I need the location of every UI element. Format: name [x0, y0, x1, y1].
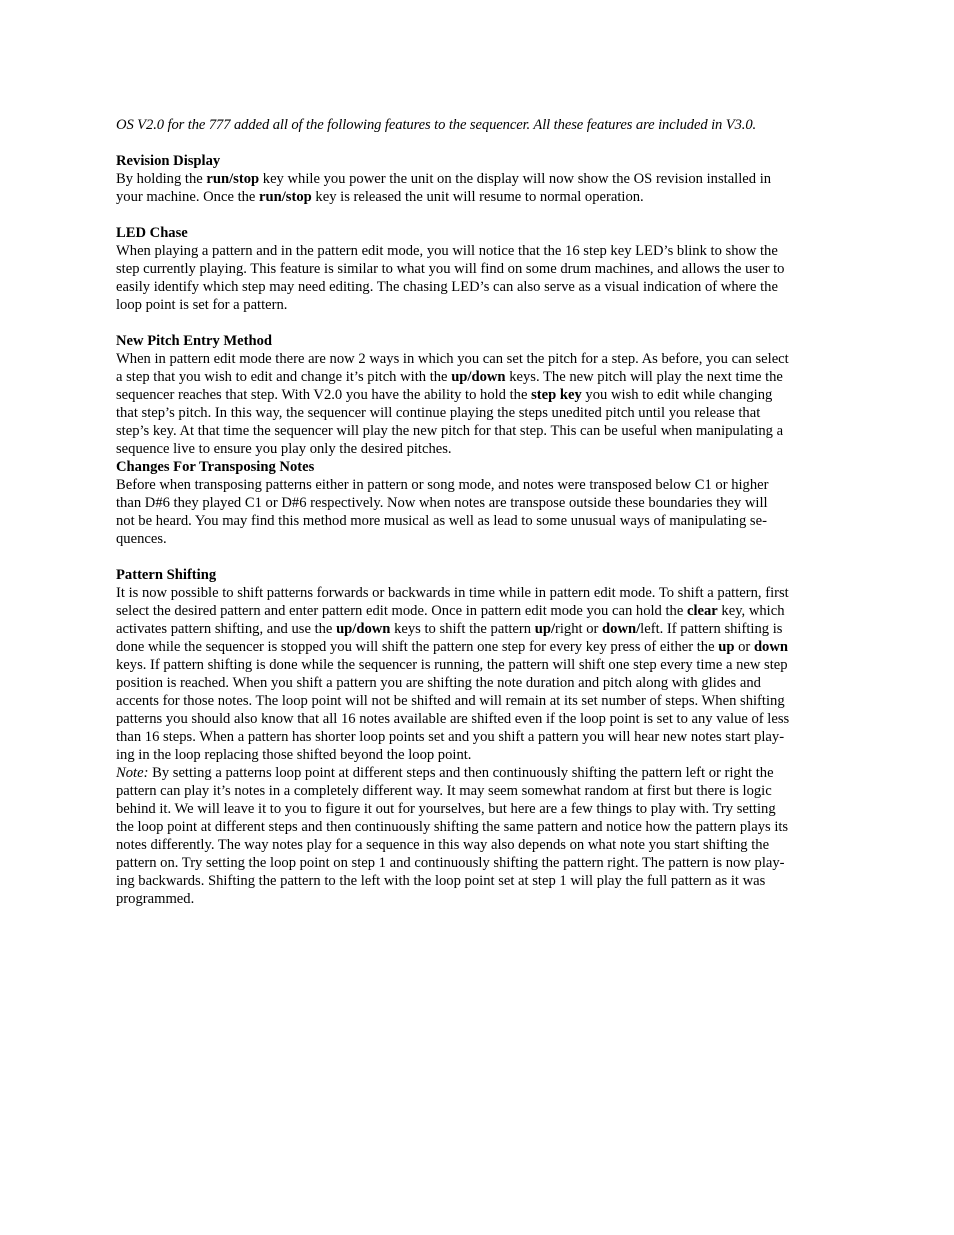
paragraph-line	[116, 674, 838, 692]
bold-key-term: down	[753, 639, 789, 655]
paragraph-line	[116, 260, 838, 278]
text-run: By setting a patterns loop point at different steps and then continuously shifting the pattern left or right the	[148, 765, 774, 781]
paragraph-line	[116, 440, 838, 458]
paragraph-line	[116, 800, 838, 818]
section	[116, 566, 838, 908]
paragraph-line	[116, 242, 838, 260]
paragraph-line	[116, 890, 838, 908]
text-run: quences.	[116, 531, 167, 547]
paragraph-line	[116, 368, 838, 386]
paragraph-line	[116, 530, 838, 548]
text-run: than 16 steps. When a pattern has shorter loop points set and you shift a pattern you will hear new notes start play-	[116, 729, 785, 745]
text-run: select the desired pattern and enter pattern edit mode. Once in pattern edit mode you can hold the	[116, 603, 687, 619]
text-run: sequence live to ensure you play only the desired pitches.	[116, 441, 452, 457]
paragraph-line	[116, 476, 838, 494]
text-run: keys to shift the pattern	[390, 621, 535, 637]
paragraph-line	[116, 620, 838, 638]
section-heading: Changes For Transposing Notes	[116, 459, 315, 475]
text-run: patterns you should also know that all 16 notes available are shifted even if the loop point is set to any value of less	[116, 711, 790, 727]
section	[116, 224, 838, 314]
text-run: step’s key. At that time the sequencer will play the new pitch for that step. This can be useful when manipulating a	[116, 423, 784, 439]
paragraph-line	[116, 404, 838, 422]
bold-key-term: up/down	[336, 621, 391, 637]
text-run: the loop point at different steps and then continuously shifting the same pattern and notice how the pattern plays its	[116, 819, 789, 835]
sections-container	[116, 152, 838, 908]
text-run: pattern can play it’s notes in a completely different way. It may seem somewhat random at first but there is logic	[116, 783, 772, 799]
text-run: ing in the loop replacing those shifted beyond the loop point.	[116, 747, 472, 763]
text-run: pattern on. Try setting the loop point on step 1 and continuously shifting the pattern right. The pattern is now play-	[116, 855, 785, 871]
section-heading: Pattern Shifting	[116, 567, 217, 583]
paragraph-line	[116, 872, 838, 890]
section-heading: New Pitch Entry Method	[116, 333, 273, 349]
text-run: loop point is set for a pattern.	[116, 297, 288, 313]
section-heading: LED Chase	[116, 225, 188, 241]
text-run: than D#6 they played C1 or D#6 respectively. Now when notes are transpose outside these boundaries they will	[116, 495, 768, 511]
section	[116, 458, 838, 548]
bold-key-term: clear	[686, 603, 718, 619]
bold-key-term: down/	[602, 621, 641, 637]
section-heading: Revision Display	[116, 153, 221, 169]
paragraph-line	[116, 764, 838, 782]
paragraph-line	[116, 296, 838, 314]
text-run: left. If pattern shifting is	[640, 621, 783, 637]
text-run: accents for those notes. The loop point will not be shifted and will remain at its set number of steps. When shifting	[116, 693, 785, 709]
bold-key-term: run/stop	[259, 189, 312, 205]
text-run: By holding the	[116, 171, 207, 187]
text-run: keys. If pattern shifting is done while the sequencer is running, the pattern will shift one step every time a new step	[116, 657, 788, 673]
section	[116, 332, 838, 458]
text-run: Before when transposing patterns either in pattern or song mode, and notes were transposed below C1 or higher	[116, 477, 769, 493]
paragraph-line	[116, 422, 838, 440]
paragraph-line	[116, 278, 838, 296]
paragraph-line	[116, 188, 838, 206]
paragraph-line	[116, 710, 838, 728]
text-run: done while the sequencer is stopped you will shift the pattern one step for every key press of either the	[116, 639, 719, 655]
paragraph-line	[116, 638, 838, 656]
text-run: or	[734, 639, 754, 655]
text-run: position is reached. When you shift a pattern you are shifting the note duration and pitch along with glides and	[116, 675, 761, 691]
paragraph-line	[116, 836, 838, 854]
bold-key-term: up/down	[451, 369, 506, 385]
paragraph-line	[116, 494, 838, 512]
text-run: keys. The new pitch will play the next time the	[505, 369, 783, 385]
text-run: programmed.	[116, 891, 195, 907]
text-run: ing backwards. Shifting the pattern to the left with the loop point set at step 1 will play the full pattern as it was	[116, 873, 766, 889]
text-run: activates pattern shifting, and use the	[116, 621, 337, 637]
paragraph-line	[116, 728, 838, 746]
text-run: When in pattern edit mode there are now 2 ways in which you can set the pitch for a step. As before, you can select	[116, 351, 789, 367]
paragraph-line	[116, 350, 838, 368]
text-run: a step that you wish to edit and change it’s pitch with the	[116, 369, 452, 385]
text-run: your machine. Once the	[116, 189, 260, 205]
text-run: When playing a pattern and in the pattern edit mode, you will notice that the 16 step key LED’s blink to show the	[116, 243, 778, 259]
text-run: key while you power the unit on the display will now show the OS revision installed in	[259, 171, 772, 187]
text-run: step currently playing. This feature is similar to what you will find on some drum machines, and allows the user to	[116, 261, 785, 277]
text-run: sequencer reaches that step. With V2.0 you have the ability to hold the	[116, 387, 532, 403]
paragraph-line	[116, 854, 838, 872]
text-run: you wish to edit while changing	[581, 387, 773, 403]
paragraph-line	[116, 656, 838, 674]
bold-key-term: step key	[531, 387, 582, 403]
text-run: It is now possible to shift patterns forwards or backwards in time while in pattern edit mode. To shift a pattern, first	[116, 585, 789, 601]
text-run: easily identify which step may need editing. The chasing LED’s can also serve as a visual indication of where the	[116, 279, 778, 295]
text-run: right or	[555, 621, 603, 637]
italic-note-label: Note:	[116, 765, 149, 781]
paragraph-line	[116, 782, 838, 800]
text-run: key, which	[717, 603, 785, 619]
paragraph-line	[116, 386, 838, 404]
intro-note: OS V2.0 for the 777 added all of the following features to the sequencer. All these features are included in V3.0.	[116, 117, 757, 133]
text-run: key is released the unit will resume to normal operation.	[311, 189, 644, 205]
paragraph-line	[116, 584, 838, 602]
text-run: not be heard. You may find this method more musical as well as lead to some unusual ways of manipulating se-	[116, 513, 767, 529]
document-page	[116, 116, 838, 926]
bold-key-term: run/stop	[206, 171, 260, 187]
paragraph-line	[116, 818, 838, 836]
text-run: that step’s pitch. In this way, the sequencer will continue playing the steps unedited pitch until you release that	[116, 405, 761, 421]
paragraph-line	[116, 170, 838, 188]
text-run: notes differently. The way notes play for a sequence in this way also depends on what note you start shifting the	[116, 837, 770, 853]
bold-key-term: up	[718, 639, 735, 655]
text-run: behind it. We will leave it to you to figure it out for yourselves, but here are a few things to play with. Try setting	[116, 801, 776, 817]
paragraph-line	[116, 746, 838, 764]
paragraph-line	[116, 602, 838, 620]
bold-key-term: up/	[534, 621, 556, 637]
section	[116, 152, 838, 206]
paragraph-line	[116, 512, 838, 530]
paragraph-line	[116, 692, 838, 710]
